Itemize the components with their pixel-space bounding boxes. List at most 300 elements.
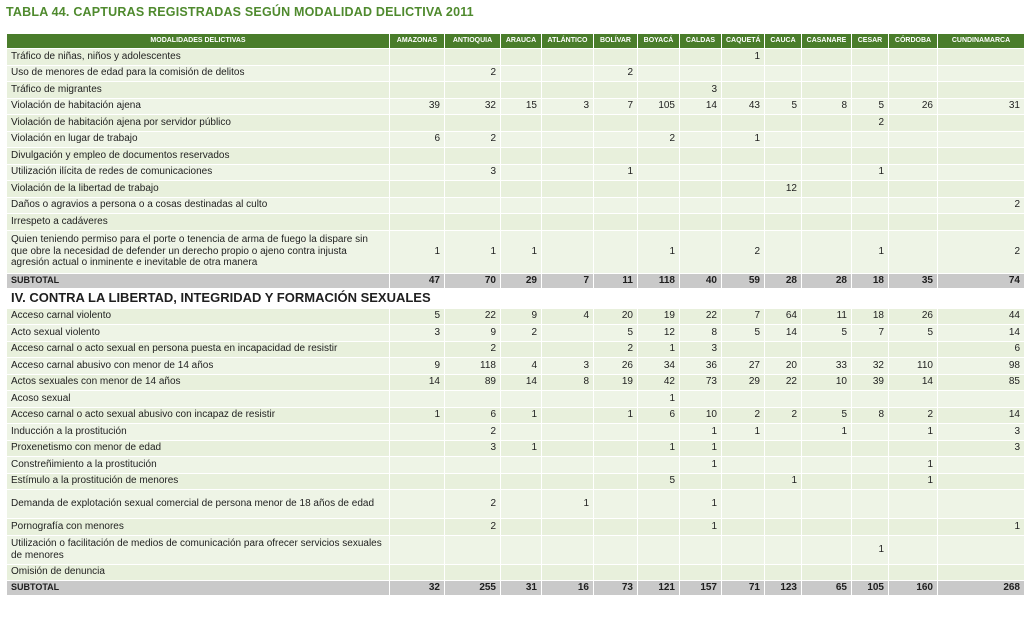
cell-value <box>802 82 852 99</box>
cell-value: 3 <box>680 341 722 358</box>
subtotal-value: 11 <box>594 273 638 288</box>
row-label: Violación de habitación ajena por servidor público <box>7 115 390 132</box>
table-row <box>7 82 1025 99</box>
column-header-department: ATLÁNTICO <box>542 34 594 49</box>
cell-value: 19 <box>594 374 638 391</box>
cell-value: 34 <box>638 358 680 375</box>
cell-value <box>802 197 852 214</box>
subtotal-label: SUBTOTAL <box>7 273 390 288</box>
cell-value <box>390 440 445 457</box>
row-label: Acoso sexual <box>7 391 390 408</box>
cell-value: 5 <box>722 325 765 342</box>
cell-value: 3 <box>542 98 594 115</box>
cell-value: 3 <box>445 440 501 457</box>
cell-value <box>542 214 594 231</box>
cell-value: 5 <box>802 407 852 424</box>
cell-value: 2 <box>722 407 765 424</box>
cell-value <box>501 519 542 536</box>
cell-value <box>501 424 542 441</box>
cell-value <box>938 457 1025 474</box>
cell-value <box>852 82 889 99</box>
cell-value <box>938 148 1025 165</box>
cell-value <box>765 214 802 231</box>
cell-value <box>722 148 765 165</box>
cell-value <box>445 214 501 231</box>
cell-value: 12 <box>638 325 680 342</box>
column-header-department: CAQUETÁ <box>722 34 765 49</box>
cell-value: 2 <box>445 424 501 441</box>
cell-value <box>802 181 852 198</box>
subtotal-value: 71 <box>722 581 765 596</box>
cell-value <box>542 519 594 536</box>
cell-value: 5 <box>802 325 852 342</box>
cell-value <box>889 197 938 214</box>
cell-value: 10 <box>802 374 852 391</box>
cell-value <box>680 131 722 148</box>
cell-value <box>722 341 765 358</box>
cell-value: 1 <box>680 519 722 536</box>
cell-value: 42 <box>638 374 680 391</box>
cell-value <box>594 535 638 564</box>
cell-value: 89 <box>445 374 501 391</box>
cell-value <box>594 131 638 148</box>
cell-value <box>501 164 542 181</box>
subtotal-row <box>7 273 1025 288</box>
cell-value <box>852 440 889 457</box>
cell-value <box>594 440 638 457</box>
row-label: Irrespeto a cadáveres <box>7 214 390 231</box>
cell-value <box>680 65 722 82</box>
cell-value <box>501 49 542 66</box>
cell-value <box>722 391 765 408</box>
cell-value <box>390 424 445 441</box>
row-label: Daños o agravios a persona o a cosas destinadas al culto <box>7 197 390 214</box>
cell-value <box>852 457 889 474</box>
cell-value <box>852 391 889 408</box>
cell-value <box>638 82 680 99</box>
table-row <box>7 457 1025 474</box>
cell-value: 2 <box>938 197 1025 214</box>
cell-value <box>501 115 542 132</box>
subtotal-value: 70 <box>445 273 501 288</box>
cell-value <box>501 82 542 99</box>
cell-value <box>390 473 445 490</box>
cell-value: 9 <box>445 325 501 342</box>
cell-value <box>722 519 765 536</box>
cell-value: 5 <box>390 308 445 325</box>
cell-value: 2 <box>722 230 765 273</box>
cell-value <box>722 214 765 231</box>
cell-value <box>802 457 852 474</box>
cell-value: 36 <box>680 358 722 375</box>
cell-value <box>638 181 680 198</box>
cell-value <box>542 164 594 181</box>
cell-value: 3 <box>445 164 501 181</box>
cell-value <box>765 197 802 214</box>
cell-value <box>938 131 1025 148</box>
row-label: Proxenetismo con menor de edad <box>7 440 390 457</box>
cell-value <box>722 564 765 581</box>
cell-value <box>852 197 889 214</box>
cell-value: 1 <box>722 131 765 148</box>
cell-value <box>638 65 680 82</box>
cell-value: 7 <box>852 325 889 342</box>
cell-value <box>501 197 542 214</box>
cell-value <box>722 181 765 198</box>
cell-value <box>390 181 445 198</box>
cell-value <box>802 440 852 457</box>
cell-value <box>765 440 802 457</box>
cell-value: 2 <box>594 341 638 358</box>
table-row <box>7 341 1025 358</box>
cell-value: 1 <box>638 341 680 358</box>
column-header-modalidades: MODALIDADES DELICTIVAS <box>7 34 390 49</box>
subtotal-value: 18 <box>852 273 889 288</box>
cell-value <box>852 148 889 165</box>
cell-value <box>390 49 445 66</box>
cell-value: 6 <box>938 341 1025 358</box>
table-row <box>7 65 1025 82</box>
table-row <box>7 197 1025 214</box>
cell-value: 1 <box>638 391 680 408</box>
cell-value: 8 <box>680 325 722 342</box>
row-label: Violación en lugar de trabajo <box>7 131 390 148</box>
cell-value <box>445 473 501 490</box>
cell-value <box>390 564 445 581</box>
cell-value <box>542 115 594 132</box>
cell-value: 20 <box>594 308 638 325</box>
cell-value <box>594 564 638 581</box>
row-label: Inducción a la prostitución <box>7 424 390 441</box>
cell-value <box>594 214 638 231</box>
cell-value: 2 <box>765 407 802 424</box>
cell-value: 14 <box>938 407 1025 424</box>
cell-value: 73 <box>680 374 722 391</box>
table-row <box>7 230 1025 273</box>
cell-value <box>680 564 722 581</box>
cell-value <box>938 391 1025 408</box>
row-label: Acceso carnal violento <box>7 308 390 325</box>
cell-value <box>680 391 722 408</box>
cell-value <box>638 115 680 132</box>
cell-value <box>445 197 501 214</box>
cell-value <box>765 519 802 536</box>
cell-value <box>638 519 680 536</box>
cell-value <box>722 197 765 214</box>
cell-value: 18 <box>852 308 889 325</box>
row-label: Acto sexual violento <box>7 325 390 342</box>
cell-value <box>889 341 938 358</box>
cell-value <box>638 457 680 474</box>
subtotal-value: 59 <box>722 273 765 288</box>
cell-value <box>765 391 802 408</box>
subtotal-value: 28 <box>802 273 852 288</box>
subtotal-value: 121 <box>638 581 680 596</box>
cell-value <box>889 115 938 132</box>
subtotal-value: 268 <box>938 581 1025 596</box>
cell-value: 2 <box>445 131 501 148</box>
subtotal-value: 16 <box>542 581 594 596</box>
cell-value: 7 <box>722 308 765 325</box>
cell-value <box>501 131 542 148</box>
cell-value <box>594 148 638 165</box>
cell-value: 26 <box>889 308 938 325</box>
cell-value <box>680 535 722 564</box>
table-header-row <box>7 34 1025 49</box>
cell-value <box>765 115 802 132</box>
cell-value <box>390 341 445 358</box>
cell-value <box>542 407 594 424</box>
cell-value <box>938 473 1025 490</box>
cell-value <box>852 49 889 66</box>
cell-value <box>889 148 938 165</box>
table-row <box>7 490 1025 519</box>
cell-value <box>390 519 445 536</box>
cell-value: 6 <box>638 407 680 424</box>
cell-value: 39 <box>852 374 889 391</box>
cell-value: 118 <box>445 358 501 375</box>
cell-value: 5 <box>594 325 638 342</box>
cell-value: 1 <box>501 407 542 424</box>
cell-value: 4 <box>501 358 542 375</box>
cell-value <box>445 564 501 581</box>
cell-value <box>722 473 765 490</box>
cell-value <box>802 148 852 165</box>
table-row <box>7 181 1025 198</box>
cell-value <box>802 519 852 536</box>
column-header-department: BOYACÁ <box>638 34 680 49</box>
cell-value: 10 <box>680 407 722 424</box>
cell-value <box>542 424 594 441</box>
cell-value: 6 <box>445 407 501 424</box>
row-label: Pornografía con menores <box>7 519 390 536</box>
cell-value <box>501 181 542 198</box>
cell-value <box>638 49 680 66</box>
cell-value <box>889 440 938 457</box>
cell-value <box>802 214 852 231</box>
cell-value: 22 <box>765 374 802 391</box>
cell-value <box>765 341 802 358</box>
cell-value: 2 <box>445 490 501 519</box>
cell-value: 32 <box>852 358 889 375</box>
cell-value: 98 <box>938 358 1025 375</box>
column-header-department: CAUCA <box>765 34 802 49</box>
cell-value <box>542 131 594 148</box>
cell-value: 1 <box>680 424 722 441</box>
cell-value: 1 <box>680 457 722 474</box>
column-header-department: CÓRDOBA <box>889 34 938 49</box>
cell-value <box>390 164 445 181</box>
cell-value <box>938 49 1025 66</box>
cell-value: 22 <box>680 308 722 325</box>
column-header-department: CESAR <box>852 34 889 49</box>
cell-value <box>542 49 594 66</box>
cell-value: 32 <box>445 98 501 115</box>
table-title <box>6 5 474 19</box>
cell-value: 12 <box>765 181 802 198</box>
cell-value: 9 <box>501 308 542 325</box>
cell-value <box>889 82 938 99</box>
cell-value: 2 <box>594 65 638 82</box>
cell-value: 1 <box>889 424 938 441</box>
cell-value: 1 <box>445 230 501 273</box>
cell-value <box>542 197 594 214</box>
table-row <box>7 148 1025 165</box>
column-header-department: CALDAS <box>680 34 722 49</box>
cell-value <box>722 82 765 99</box>
cell-value <box>722 164 765 181</box>
cell-value <box>852 424 889 441</box>
cell-value: 2 <box>889 407 938 424</box>
cell-value: 1 <box>390 407 445 424</box>
cell-value <box>638 490 680 519</box>
cell-value: 1 <box>501 230 542 273</box>
cell-value: 2 <box>638 131 680 148</box>
cell-value: 26 <box>594 358 638 375</box>
cell-value <box>852 341 889 358</box>
cell-value <box>638 564 680 581</box>
row-label: Demanda de explotación sexual comercial de persona menor de 18 años de edad <box>7 490 390 519</box>
cell-value: 22 <box>445 308 501 325</box>
cell-value: 19 <box>638 308 680 325</box>
cell-value <box>852 214 889 231</box>
cell-value <box>680 49 722 66</box>
cell-value <box>445 535 501 564</box>
cell-value <box>501 564 542 581</box>
cell-value <box>501 391 542 408</box>
row-label: Utilización ilícita de redes de comunicaciones <box>7 164 390 181</box>
cell-value <box>638 164 680 181</box>
table-title-text: CAPTURAS REGISTRADAS SEGÚN MODALIDAD DELICTIVA 2011 <box>73 5 474 19</box>
subtotal-row <box>7 581 1025 596</box>
subtotal-value: 47 <box>390 273 445 288</box>
cell-value <box>938 82 1025 99</box>
table-row <box>7 391 1025 408</box>
cell-value <box>722 115 765 132</box>
cell-value: 1 <box>852 230 889 273</box>
table-row <box>7 535 1025 564</box>
cell-value <box>802 49 852 66</box>
cell-value <box>445 148 501 165</box>
cell-value <box>852 490 889 519</box>
table-row <box>7 308 1025 325</box>
cell-value <box>501 535 542 564</box>
subtotal-value: 7 <box>542 273 594 288</box>
cell-value <box>542 473 594 490</box>
cell-value <box>802 341 852 358</box>
cell-value <box>680 473 722 490</box>
cell-value <box>765 148 802 165</box>
cell-value <box>501 65 542 82</box>
cell-value <box>638 197 680 214</box>
cell-value <box>802 164 852 181</box>
subtotal-value: 35 <box>889 273 938 288</box>
cell-value <box>542 65 594 82</box>
cell-value: 1 <box>802 424 852 441</box>
table-row <box>7 115 1025 132</box>
cell-value <box>765 535 802 564</box>
row-label: Tráfico de niñas, niños y adolescentes <box>7 49 390 66</box>
cell-value <box>938 181 1025 198</box>
cell-value <box>680 230 722 273</box>
cell-value <box>765 49 802 66</box>
cell-value: 33 <box>802 358 852 375</box>
table-row <box>7 519 1025 536</box>
cell-value <box>594 424 638 441</box>
cell-value <box>542 535 594 564</box>
row-label: Quien teniendo permiso para el porte o tenencia de arma de fuego la dispare sin que obre la necesidad de defender un derecho propio o ajeno contra injusta agresión actual o inminente e inevitable de otra manera <box>7 230 390 273</box>
cell-value: 1 <box>938 519 1025 536</box>
cell-value <box>722 535 765 564</box>
column-header-department: CUNDINAMARCA <box>938 34 1025 49</box>
cell-value: 1 <box>542 490 594 519</box>
cell-value <box>542 341 594 358</box>
cell-value <box>680 214 722 231</box>
cell-value <box>852 473 889 490</box>
cell-value <box>852 564 889 581</box>
subtotal-value: 31 <box>501 581 542 596</box>
column-header-department: AMAZONAS <box>390 34 445 49</box>
cell-value <box>390 115 445 132</box>
cell-value: 2 <box>445 341 501 358</box>
cell-value <box>594 230 638 273</box>
table-row <box>7 98 1025 115</box>
cell-value <box>445 82 501 99</box>
cell-value: 1 <box>594 164 638 181</box>
cell-value <box>765 457 802 474</box>
cell-value: 3 <box>938 440 1025 457</box>
cell-value <box>501 148 542 165</box>
subtotal-value: 255 <box>445 581 501 596</box>
cell-value <box>501 214 542 231</box>
cell-value: 1 <box>594 407 638 424</box>
cell-value <box>594 391 638 408</box>
cell-value <box>889 535 938 564</box>
cell-value <box>542 82 594 99</box>
cell-value: 14 <box>680 98 722 115</box>
cell-value <box>390 148 445 165</box>
table-row <box>7 325 1025 342</box>
row-label: Violación de la libertad de trabajo <box>7 181 390 198</box>
cell-value <box>765 424 802 441</box>
subtotal-value: 157 <box>680 581 722 596</box>
cell-value: 1 <box>638 230 680 273</box>
cell-value: 43 <box>722 98 765 115</box>
cell-value <box>542 391 594 408</box>
table-row <box>7 374 1025 391</box>
cell-value <box>390 214 445 231</box>
cell-value: 7 <box>594 98 638 115</box>
cell-value: 1 <box>390 230 445 273</box>
table-row <box>7 358 1025 375</box>
cell-value <box>938 115 1025 132</box>
row-label: Omisión de denuncia <box>7 564 390 581</box>
cell-value <box>390 197 445 214</box>
cell-value <box>680 181 722 198</box>
cell-value <box>938 164 1025 181</box>
cell-value <box>594 457 638 474</box>
cell-value <box>542 457 594 474</box>
cell-value: 1 <box>680 440 722 457</box>
table-row <box>7 49 1025 66</box>
cell-value: 8 <box>802 98 852 115</box>
cell-value <box>445 115 501 132</box>
cell-value <box>765 131 802 148</box>
row-label: Uso de menores de edad para la comisión de delitos <box>7 65 390 82</box>
table-row <box>7 440 1025 457</box>
table-row <box>7 473 1025 490</box>
cell-value: 1 <box>889 457 938 474</box>
